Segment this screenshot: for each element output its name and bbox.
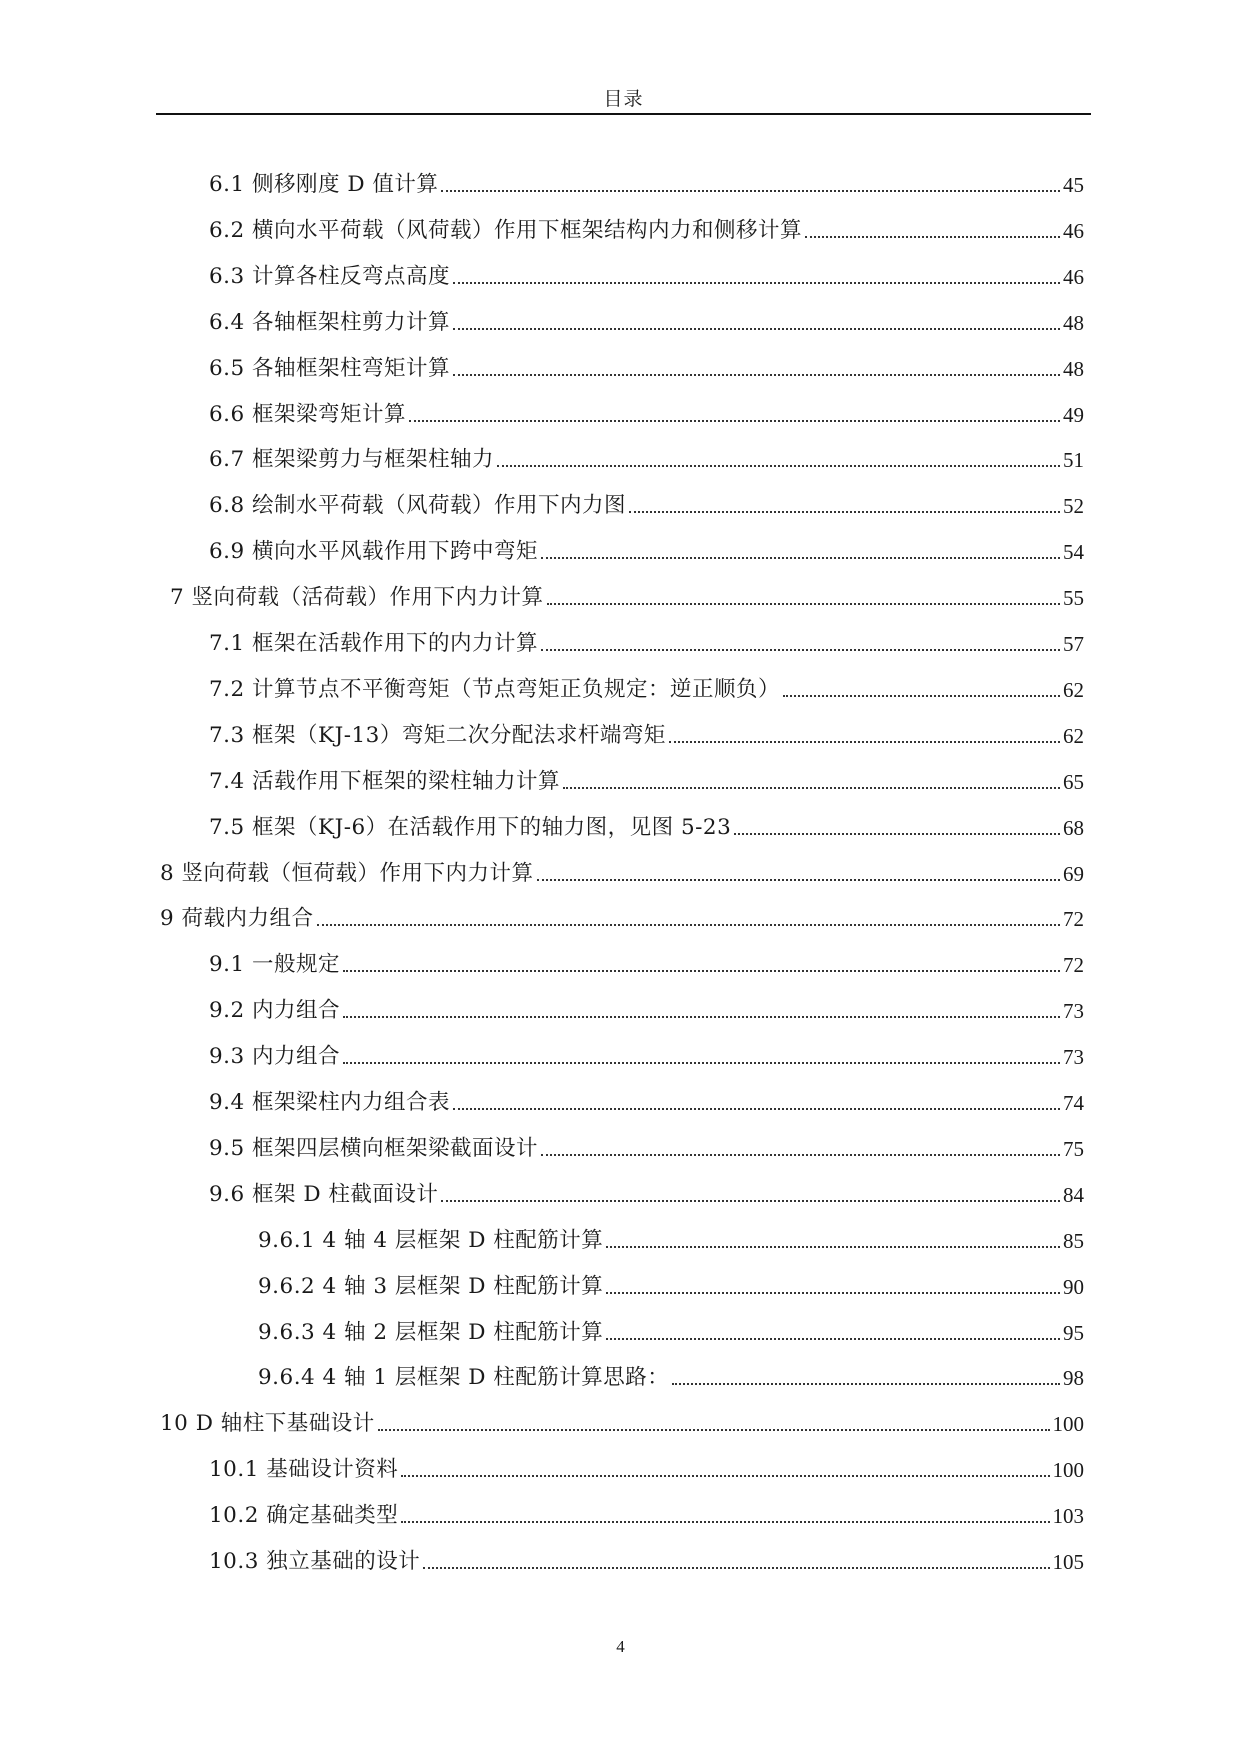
toc-entry-page-number: 62 bbox=[1063, 678, 1084, 702]
toc-entry-page-number: 46 bbox=[1063, 265, 1084, 289]
toc-dot-leader bbox=[401, 1521, 1049, 1523]
toc-entry-page-number: 105 bbox=[1052, 1550, 1084, 1574]
toc-dot-leader bbox=[423, 1567, 1049, 1569]
toc-entry[interactable] bbox=[258, 1363, 1084, 1393]
toc-dot-leader bbox=[805, 236, 1060, 238]
toc-entry-label: 7.3 框架（KJ-13）弯矩二次分配法求杆端弯矩 bbox=[209, 723, 666, 748]
toc-entry-page-number: 55 bbox=[1063, 586, 1084, 610]
toc-entry-label: 9 荷载内力组合 bbox=[160, 906, 314, 931]
toc-entry-label: 6.4 各轴框架柱剪力计算 bbox=[209, 310, 451, 335]
toc-entry-label: 6.3 计算各柱反弯点高度 bbox=[209, 264, 451, 289]
toc-entry-label: 7.4 活载作用下框架的梁柱轴力计算 bbox=[209, 769, 561, 794]
toc-entry[interactable] bbox=[209, 767, 1084, 797]
toc-entry-page-number: 84 bbox=[1063, 1183, 1084, 1207]
toc-entry-page-number: 46 bbox=[1063, 219, 1084, 243]
toc-entry-label: 9.2 内力组合 bbox=[209, 998, 341, 1023]
toc-dot-leader bbox=[453, 1108, 1060, 1110]
toc-entry-page-number: 68 bbox=[1063, 816, 1084, 840]
toc-entry-label: 7.5 框架（KJ-6）在活载作用下的轴力图，见图 5-23 bbox=[209, 815, 732, 840]
toc-entry-label: 9.6.4 4 轴 1 层框架 D 柱配筋计算思路： bbox=[258, 1365, 670, 1390]
toc-entry-label: 9.1 一般规定 bbox=[209, 952, 341, 977]
toc-entry-page-number: 100 bbox=[1052, 1412, 1084, 1436]
toc-dot-leader bbox=[606, 1246, 1060, 1248]
toc-entry[interactable] bbox=[209, 354, 1084, 384]
toc-entry[interactable] bbox=[209, 721, 1084, 751]
toc-dot-leader bbox=[629, 511, 1060, 513]
toc-entry-label: 9.5 框架四层横向框架梁截面设计 bbox=[209, 1136, 539, 1161]
toc-dot-leader bbox=[497, 465, 1060, 467]
toc-entry-page-number: 75 bbox=[1063, 1137, 1084, 1161]
toc-entry[interactable] bbox=[209, 308, 1084, 338]
toc-entry-page-number: 62 bbox=[1063, 724, 1084, 748]
toc-entry-label: 6.1 侧移刚度 D 值计算 bbox=[209, 172, 439, 197]
toc-entry-page-number: 57 bbox=[1063, 632, 1084, 656]
header-divider bbox=[156, 113, 1091, 115]
toc-entry-page-number: 72 bbox=[1063, 953, 1084, 977]
toc-entry-page-number: 69 bbox=[1063, 862, 1084, 886]
toc-entry-label: 7.2 计算节点不平衡弯矩（节点弯矩正负规定：逆正顺负） bbox=[209, 677, 781, 702]
toc-entry[interactable] bbox=[209, 1088, 1084, 1118]
toc-entry-page-number: 73 bbox=[1063, 999, 1084, 1023]
toc-entry-page-number: 72 bbox=[1063, 907, 1084, 931]
toc-entry[interactable] bbox=[209, 262, 1084, 292]
toc-entry-page-number: 52 bbox=[1063, 494, 1084, 518]
toc-entry-label: 9.6.1 4 轴 4 层框架 D 柱配筋计算 bbox=[258, 1228, 604, 1253]
toc-dot-leader bbox=[541, 649, 1060, 651]
toc-dot-leader bbox=[669, 741, 1060, 743]
page-header-title: 目录 bbox=[603, 88, 644, 110]
toc-entry-page-number: 48 bbox=[1063, 357, 1084, 381]
toc-dot-leader bbox=[401, 1475, 1049, 1477]
toc-dot-leader bbox=[317, 924, 1060, 926]
toc-dot-leader bbox=[606, 1338, 1060, 1340]
toc-entry-label: 10.2 确定基础类型 bbox=[209, 1503, 399, 1528]
toc-entry-page-number: 45 bbox=[1063, 173, 1084, 197]
toc-dot-leader bbox=[541, 1154, 1060, 1156]
toc-dot-leader bbox=[453, 282, 1060, 284]
toc-entry-label: 7 竖向荷载（活荷载）作用下内力计算 bbox=[170, 585, 544, 610]
toc-entry[interactable] bbox=[258, 1272, 1084, 1302]
toc-entry[interactable] bbox=[209, 629, 1084, 659]
toc-dot-leader bbox=[453, 374, 1060, 376]
toc-dot-leader bbox=[537, 879, 1060, 881]
toc-entry[interactable] bbox=[209, 537, 1084, 567]
toc-entry-label: 9.6.2 4 轴 3 层框架 D 柱配筋计算 bbox=[258, 1274, 604, 1299]
toc-entry-label: 9.3 内力组合 bbox=[209, 1044, 341, 1069]
toc-entry-page-number: 103 bbox=[1052, 1504, 1084, 1528]
toc-entry-page-number: 90 bbox=[1063, 1275, 1084, 1299]
toc-entry[interactable] bbox=[209, 813, 1084, 843]
toc-dot-leader bbox=[783, 695, 1060, 697]
toc-dot-leader bbox=[734, 833, 1060, 835]
toc-dot-leader bbox=[343, 970, 1060, 972]
toc-entry[interactable] bbox=[258, 1226, 1084, 1256]
toc-entry[interactable] bbox=[160, 904, 1084, 934]
toc-entry-page-number: 48 bbox=[1063, 311, 1084, 335]
toc-entry-label: 10.1 基础设计资料 bbox=[209, 1457, 399, 1482]
toc-entry[interactable] bbox=[209, 675, 1084, 705]
toc-entry-label: 7.1 框架在活载作用下的内力计算 bbox=[209, 631, 539, 656]
toc-entry[interactable] bbox=[160, 859, 1084, 889]
toc-dot-leader bbox=[343, 1062, 1060, 1064]
toc-dot-leader bbox=[672, 1383, 1060, 1385]
toc-dot-leader bbox=[453, 328, 1060, 330]
toc-entry-page-number: 85 bbox=[1063, 1229, 1084, 1253]
toc-entry-page-number: 73 bbox=[1063, 1045, 1084, 1069]
toc-entry[interactable] bbox=[209, 1180, 1084, 1210]
toc-dot-leader bbox=[563, 787, 1060, 789]
toc-entry-label: 8 竖向荷载（恒荷载）作用下内力计算 bbox=[160, 861, 534, 886]
toc-entry[interactable] bbox=[209, 950, 1084, 980]
toc-entry[interactable] bbox=[209, 1501, 1084, 1531]
toc-entry-label: 6.6 框架梁弯矩计算 bbox=[209, 402, 407, 427]
toc-entry[interactable] bbox=[170, 583, 1084, 613]
toc-entry-label: 9.6 框架 D 柱截面设计 bbox=[209, 1182, 439, 1207]
toc-entry-page-number: 65 bbox=[1063, 770, 1084, 794]
toc-dot-leader bbox=[606, 1292, 1060, 1294]
toc-entry[interactable] bbox=[160, 1409, 1084, 1439]
toc-dot-leader bbox=[441, 190, 1060, 192]
toc-dot-leader bbox=[343, 1016, 1060, 1018]
toc-entry-page-number: 98 bbox=[1063, 1366, 1084, 1390]
toc-entry-page-number: 95 bbox=[1063, 1321, 1084, 1345]
toc-entry-page-number: 100 bbox=[1052, 1458, 1084, 1482]
toc-entry-label: 10 D 轴柱下基础设计 bbox=[160, 1411, 375, 1436]
page-number: 4 bbox=[616, 1637, 625, 1656]
toc-dot-leader bbox=[441, 1200, 1060, 1202]
toc-dot-leader bbox=[378, 1429, 1050, 1431]
toc-entry[interactable] bbox=[209, 170, 1084, 200]
toc-dot-leader bbox=[409, 420, 1060, 422]
toc-entry-page-number: 74 bbox=[1063, 1091, 1084, 1115]
toc-entry-label: 6.7 框架梁剪力与框架柱轴力 bbox=[209, 447, 495, 472]
toc-entry[interactable] bbox=[209, 216, 1084, 246]
toc-entry[interactable] bbox=[209, 491, 1084, 521]
toc-entry[interactable] bbox=[209, 1547, 1084, 1577]
toc-entry[interactable] bbox=[209, 400, 1084, 430]
toc-entry-label: 6.9 横向水平风载作用下跨中弯矩 bbox=[209, 539, 539, 564]
toc-entry-label: 6.8 绘制水平荷载（风荷载）作用下内力图 bbox=[209, 493, 627, 518]
toc-entry-page-number: 51 bbox=[1063, 448, 1084, 472]
toc-entry[interactable] bbox=[258, 1318, 1084, 1348]
toc-entry-label: 10.3 独立基础的设计 bbox=[209, 1549, 421, 1574]
toc-entry-label: 9.6.3 4 轴 2 层框架 D 柱配筋计算 bbox=[258, 1320, 604, 1345]
toc-entry-page-number: 49 bbox=[1063, 403, 1084, 427]
toc-entry[interactable] bbox=[209, 445, 1084, 475]
toc-dot-leader bbox=[541, 557, 1060, 559]
toc-entry-label: 6.2 横向水平荷载（风荷载）作用下框架结构内力和侧移计算 bbox=[209, 218, 803, 243]
toc-entry[interactable] bbox=[209, 1455, 1084, 1485]
toc-dot-leader bbox=[547, 603, 1060, 605]
toc-entry[interactable] bbox=[209, 1134, 1084, 1164]
toc-entry[interactable] bbox=[209, 996, 1084, 1026]
toc-entry-page-number: 54 bbox=[1063, 540, 1084, 564]
toc-entry-label: 9.4 框架梁柱内力组合表 bbox=[209, 1090, 451, 1115]
toc-entry-label: 6.5 各轴框架柱弯矩计算 bbox=[209, 356, 451, 381]
toc-entry[interactable] bbox=[209, 1042, 1084, 1072]
